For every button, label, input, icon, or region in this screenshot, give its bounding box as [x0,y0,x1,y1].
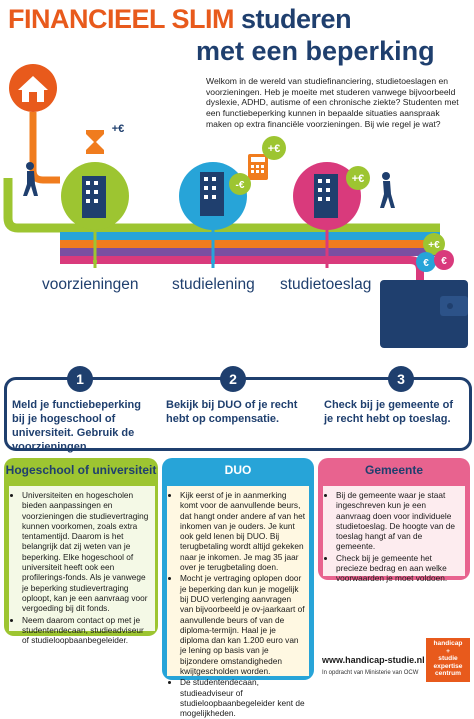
building-icon-1 [61,162,129,230]
panel-gemeente-body [323,486,465,584]
step-text-2: Bekijk bij DUO of je recht hebt op compensatie. [166,399,298,425]
panel-duo-item: • De studentendecaan, studieadviseur of studieloopbaanbegeleider kent de mogelijkheden. [180,677,305,718]
plus-euro-label-3: +€ [428,240,440,251]
page-title [8,4,351,35]
plus-euro-label-2: +€ [351,173,365,185]
page-subtitle: met een beperking [196,36,435,66]
panel-gemeente-item: • Check bij je gemeente het precieze bedrag en aan welke voorwaarden je moet voldoen. [336,553,461,584]
logo-line: studie [438,655,458,662]
stage-label-studielening: studielening [172,276,255,293]
panel-duo-body [167,486,309,719]
panel-duo-heading: DUO [224,463,252,477]
footer-note: In opdracht van Ministerie van OCW [322,670,419,676]
panel-gemeente-item: • Bij de gemeente waar je staat ingeschreven kun je een aanvraag doen voor individuele studietoeslag. De hoogte van de toeslag hangt af van de gemeente. [336,490,461,552]
building-icon-2 [179,162,247,230]
hourglass-icon [86,130,104,154]
euro-label-2: € [441,256,447,267]
panel-school-item: • Universiteiten en hogescholen bieden aanpassingen en voorzieningen die studievertraging kunnen voorkomen, zoals extra tentamentijd. Daarom is het belangrijk dat zij weten van je beperking. Elke hogeschool of universiteit heeft ook een profilerings-fonds. Als je vanwege je beperking studievertraging oploopt, kan je een aanvraag voor vergoeding bij dit fonds. [22,490,151,614]
panel-gemeente-heading: Gemeente [364,463,424,477]
intro-text: Welkom in de wereld van studiefinanciering, studietoeslagen en voorzieningen. Heb je moeite met studeren vanwege bijvoorbeeld dyslexie, ADHD, autisme of een chronische ziekte? Studenten met een functiebeperking kunnen in bepaalde situaties aanspraak maken op extra financiële voorzieningen. Bij wie regel je wat? [206,76,459,129]
logo-line: + [446,647,450,655]
panel-school-heading: Hogeschool of universiteit [5,463,157,477]
panel-school [4,458,158,646]
wallet-icon [380,280,468,348]
minus-euro-label: -€ [235,180,245,191]
logo-line: expertise [433,662,463,670]
plus-euro-label-4: +€ [111,123,125,135]
panel-gemeente [318,458,470,584]
panel-duo-item: • Kijk eerst of je in aanmerking komt voor de aanvullende beurs, dat hangt onder andere af van het inkomen van je ouders. Je kunt ook geld lenen bij DUO. Bij terugbetaling wordt altijd gekeken naar je inkomen. Je mag 35 jaar over je terugbetaling doen. [180,490,305,572]
panel-duo-item: • Mocht je vertraging oplopen door je beperking dan kun je mogelijk bij DUO verlenging aanvragen van bijvoorbeeld je ov-jaarkaart of aanvullende beurs of van de diploma-termijn. Haal je je diploma dan kan 1.200 euro van je lening op basis van je bijzondere omstandigheden kwijtgescholden worden. [180,573,305,676]
panel-duo [162,458,314,719]
logo-line: handicap [433,640,463,647]
euro-label-1: € [423,258,429,269]
step-text-3: Check bij je gemeente of je recht hebt op toeslag. [324,399,453,425]
plus-euro-label: +€ [267,143,281,155]
calculator-icon [248,154,268,180]
step-number-1: 1 [67,366,93,392]
step-text-1: Meld je functiebeperking bij je hogeschool of universiteit. Gebruik de voorzieningen. [12,399,141,453]
stage-label-studietoeslag: studietoeslag [280,276,372,293]
panel-school-item: • Neem daarom contact op met je studentendecaan, studieadviseur of studieloopbaanbegeleider. [22,615,151,646]
footer-url-link[interactable]: www.handicap-studie.nl [322,655,425,665]
house-icon [9,64,57,112]
expertise-centrum-logo [426,638,470,682]
step-number-3: 3 [388,366,414,392]
step-number-2: 2 [220,366,246,392]
panel-school-body [9,486,155,646]
path-illustration [0,58,474,358]
stage-label-voorzieningen: voorzieningen [42,276,139,293]
logo-line: centrum [434,670,461,677]
walking-person-icon-2 [380,172,395,208]
title-part2: studeren [241,4,352,34]
title-part1: FINANCIEEL SLIM [8,4,235,34]
